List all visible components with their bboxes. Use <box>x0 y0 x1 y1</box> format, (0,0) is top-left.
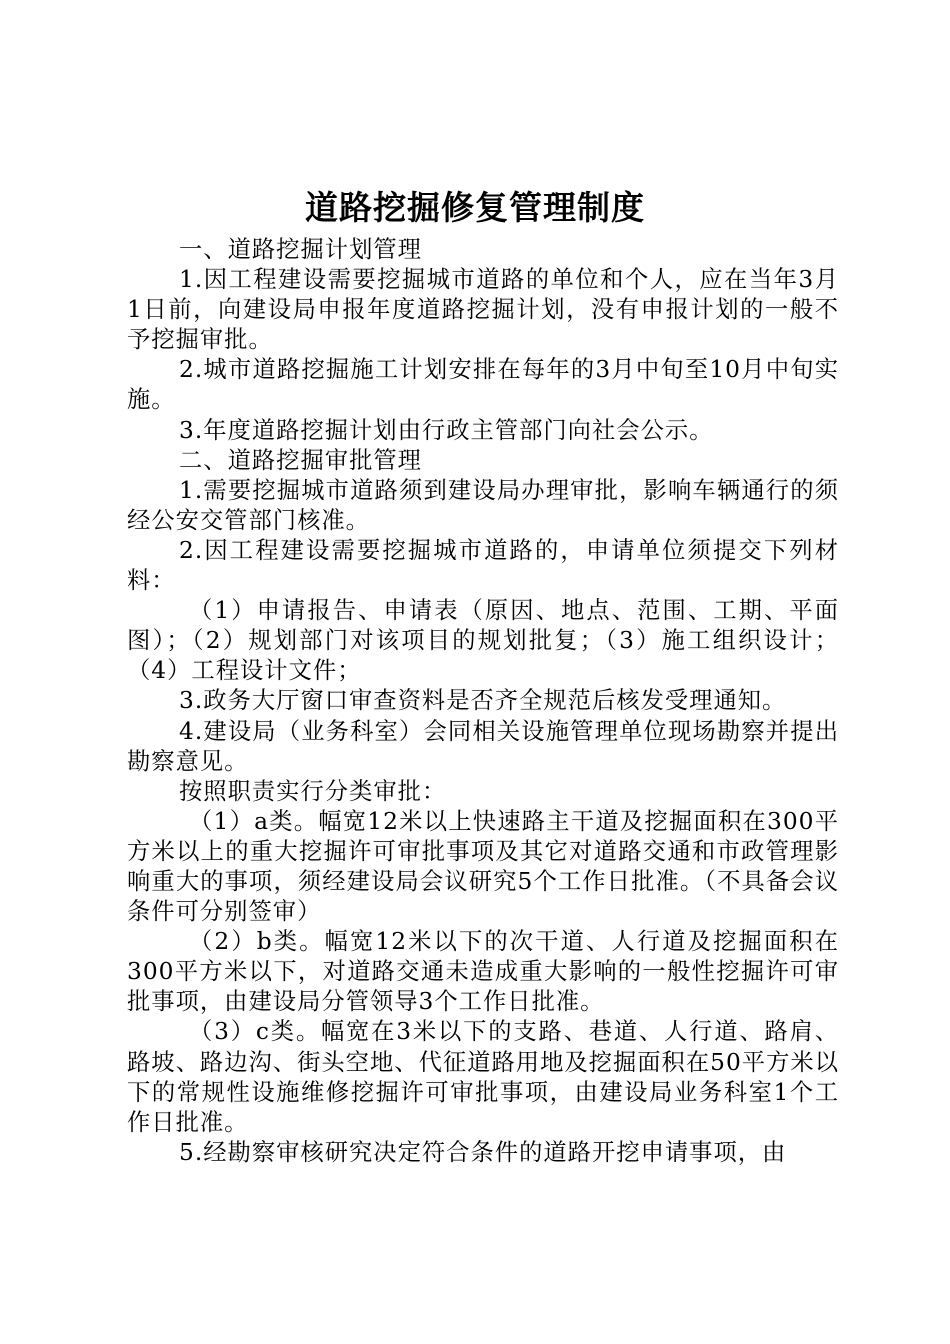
paragraph: 二、道路挖掘审批管理 <box>179 446 422 474</box>
paragraph: 2.城市道路挖掘施工计划安排在每年的3月中旬至10月中旬实施。 <box>127 356 839 414</box>
paragraph: 1.需要挖掘城市道路须到建设局办理审批，影响车辆通行的须经公安交管部门核准。 <box>127 476 839 534</box>
paragraph: 2.因工程建设需要挖掘城市道路的，申请单位须提交下列材料： <box>127 536 839 595</box>
paragraph: 按照职责实行分类审批： <box>179 777 447 805</box>
paragraph: （2）b类。幅宽12米以下的次干道、人行道及挖掘面积在300平方米以下，对道路交通未造成重大影响的一般性挖掘许可审批事项，由建设局分管领导3个工作日批准。 <box>127 928 839 1016</box>
paragraph: （1）申请报告、申请表（原因、地点、范围、工期、平面图）；（2）规划部门对该项目的规划批复；（3）施工组织设计；（4）工程设计文件； <box>127 597 839 685</box>
paragraph: 一、道路挖掘计划管理 <box>179 236 422 263</box>
paragraph: （3）c类。幅宽在3米以下的支路、巷道、人行道、路肩、路坡、路边沟、街头空地、代征道路用地及挖掘面积在50平方米以下的常规性设施维修挖掘许可审批事项，由建设局业务科室1个工作日批准。 <box>127 1018 839 1136</box>
document-title: 道路挖掘修复管理制度 <box>305 188 645 227</box>
paragraph: 4.建设局（业务科室）会同相关设施管理单位现场勘察并提出勘察意见。 <box>127 717 839 775</box>
paragraph: 5.经勘察审核研究决定符合条件的道路开挖申请事项，由 <box>179 1138 787 1166</box>
document-body <box>127 235 839 1168</box>
paragraph: 3.政务大厅窗口审查资料是否齐全规范后核发受理通知。 <box>179 687 787 715</box>
paragraph: 1.因工程建设需要挖掘城市道路的单位和个人，应在当年3月1日前，向建设局申报年度道路挖掘计划，没有申报计划的一般不予挖掘审批。 <box>127 266 839 354</box>
paragraph: 3.年度道路挖掘计划由行政主管部门向社会公示。 <box>179 416 714 444</box>
paragraph: （1）a类。幅宽12米以上快速路主干道及挖掘面积在300平方米以上的重大挖掘许可审批事项及其它对道路交通和市政管理影响重大的事项，须经建设局会议研究5个工作日批准。（不具备会议条件可分别签审） <box>127 807 839 926</box>
